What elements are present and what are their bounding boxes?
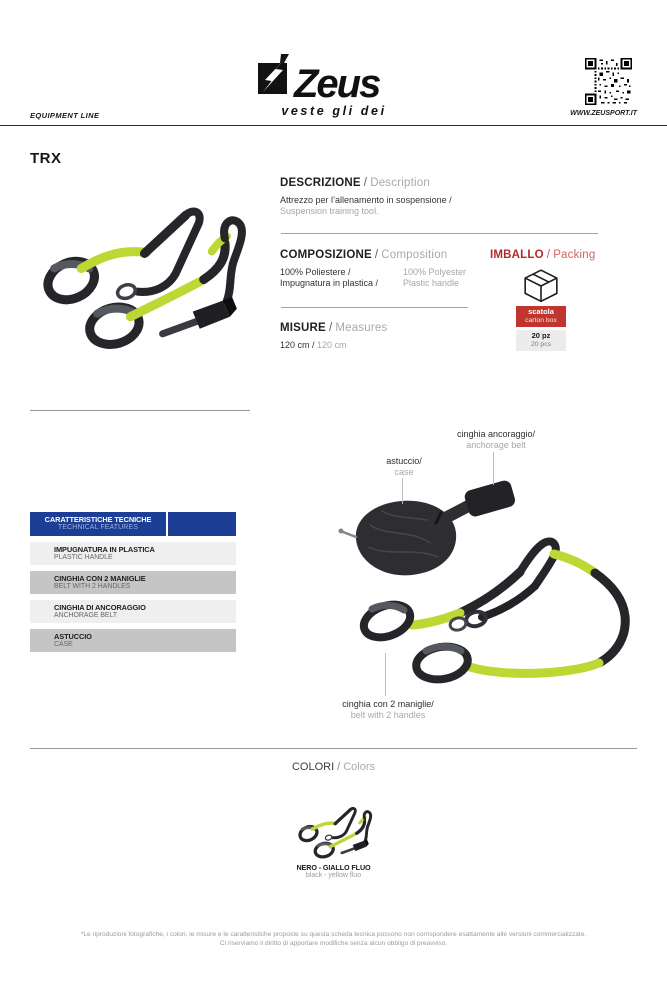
- section-colors-title: COLORI / Colors: [291, 761, 376, 773]
- brand-logo: [258, 54, 410, 118]
- packing-quantity: 20 pz 20 pcs: [516, 330, 566, 351]
- section-description-title: DESCRIZIONE / Description: [280, 177, 430, 189]
- color-variant-thumbnail: [292, 794, 378, 860]
- section-composition: [280, 249, 490, 289]
- color-variant-label: NERO - GIALLO FLUO black - yellow fluo: [296, 863, 371, 879]
- section-divider: [281, 233, 598, 234]
- diagram-label-case: astuccio/ case: [386, 456, 422, 477]
- section-measures-title: MISURE / Measures: [280, 322, 388, 334]
- measures-body: 120 cm / 120 cm: [280, 340, 347, 350]
- section-composition-title: COMPOSIZIONE / Composition: [280, 249, 448, 261]
- legal-disclaimer: *Le riproduzioni fotografiche, i colori, le misure e le caratteristiche proposte su questa scheda tecnica possono non corrispondere esattamente alle versioni commercializzate. Ci riserviamo il diritto di apportare modifiche senza alcun obbligo di preavviso.: [80, 931, 587, 947]
- diagram-label-belt-handles: cinghia con 2 maniglie/ belt with 2 handles: [342, 699, 434, 720]
- leader-line: [402, 478, 403, 504]
- leader-line: [385, 653, 386, 696]
- composition-item-en: Plastic handle: [403, 278, 460, 288]
- qr-code: [585, 58, 632, 110]
- header-divider: [0, 125, 667, 126]
- brand-tagline: veste gli dei: [281, 104, 387, 118]
- section-packing-title: IMBALLO / Packing: [490, 249, 596, 261]
- technical-features-table: [30, 512, 236, 652]
- section-description: [280, 177, 490, 217]
- equipment-line-label: EQUIPMENT LINE: [30, 111, 100, 120]
- table-row: CINGHIA DI ANCORAGGIO ANCHORAGE BELT: [30, 600, 236, 623]
- leader-line: [493, 452, 494, 485]
- composition-item-it: Impugnatura in plastica /: [280, 278, 379, 288]
- section-divider: [30, 748, 637, 749]
- table-row: CINGHIA CON 2 MANIGLIE BELT WITH 2 HANDLES: [30, 571, 236, 594]
- table-header: [30, 512, 236, 536]
- brand-name: Zeus: [294, 62, 380, 106]
- composition-body: [280, 267, 490, 289]
- table-header-fill: [168, 512, 236, 536]
- description-body: Attrezzo per l’allenamento in sospensione / Suspension training tool.: [280, 195, 452, 216]
- table-header-en: TECHNICAL FEATURES: [58, 524, 138, 532]
- packing-type-badge: scatola carton box: [516, 306, 566, 327]
- lightning-bolt-icon: [258, 54, 292, 101]
- composition-item-en: 100% Polyester: [403, 267, 467, 277]
- carton-box-icon: [516, 268, 566, 304]
- section-divider: [30, 410, 250, 411]
- table-row: ASTUCCIO CASE: [30, 629, 236, 652]
- packing-info: [516, 268, 566, 351]
- section-divider: [281, 307, 468, 308]
- diagram-label-anchorage-belt: cinghia ancoraggio/ anchorage belt: [456, 429, 536, 450]
- table-row: IMPUGNATURA IN PLASTICA PLASTIC HANDLE: [30, 542, 236, 565]
- section-measures: [280, 322, 490, 351]
- website-url: WWW.ZEUSPORT.IT: [570, 110, 637, 117]
- product-diagram: [330, 425, 662, 725]
- composition-item-it: 100% Poliestere /: [280, 267, 351, 277]
- page-title: TRX: [30, 150, 62, 167]
- table-header-it: CARATTERISTICHE TECNICHE: [44, 514, 152, 524]
- product-photo: [26, 172, 262, 368]
